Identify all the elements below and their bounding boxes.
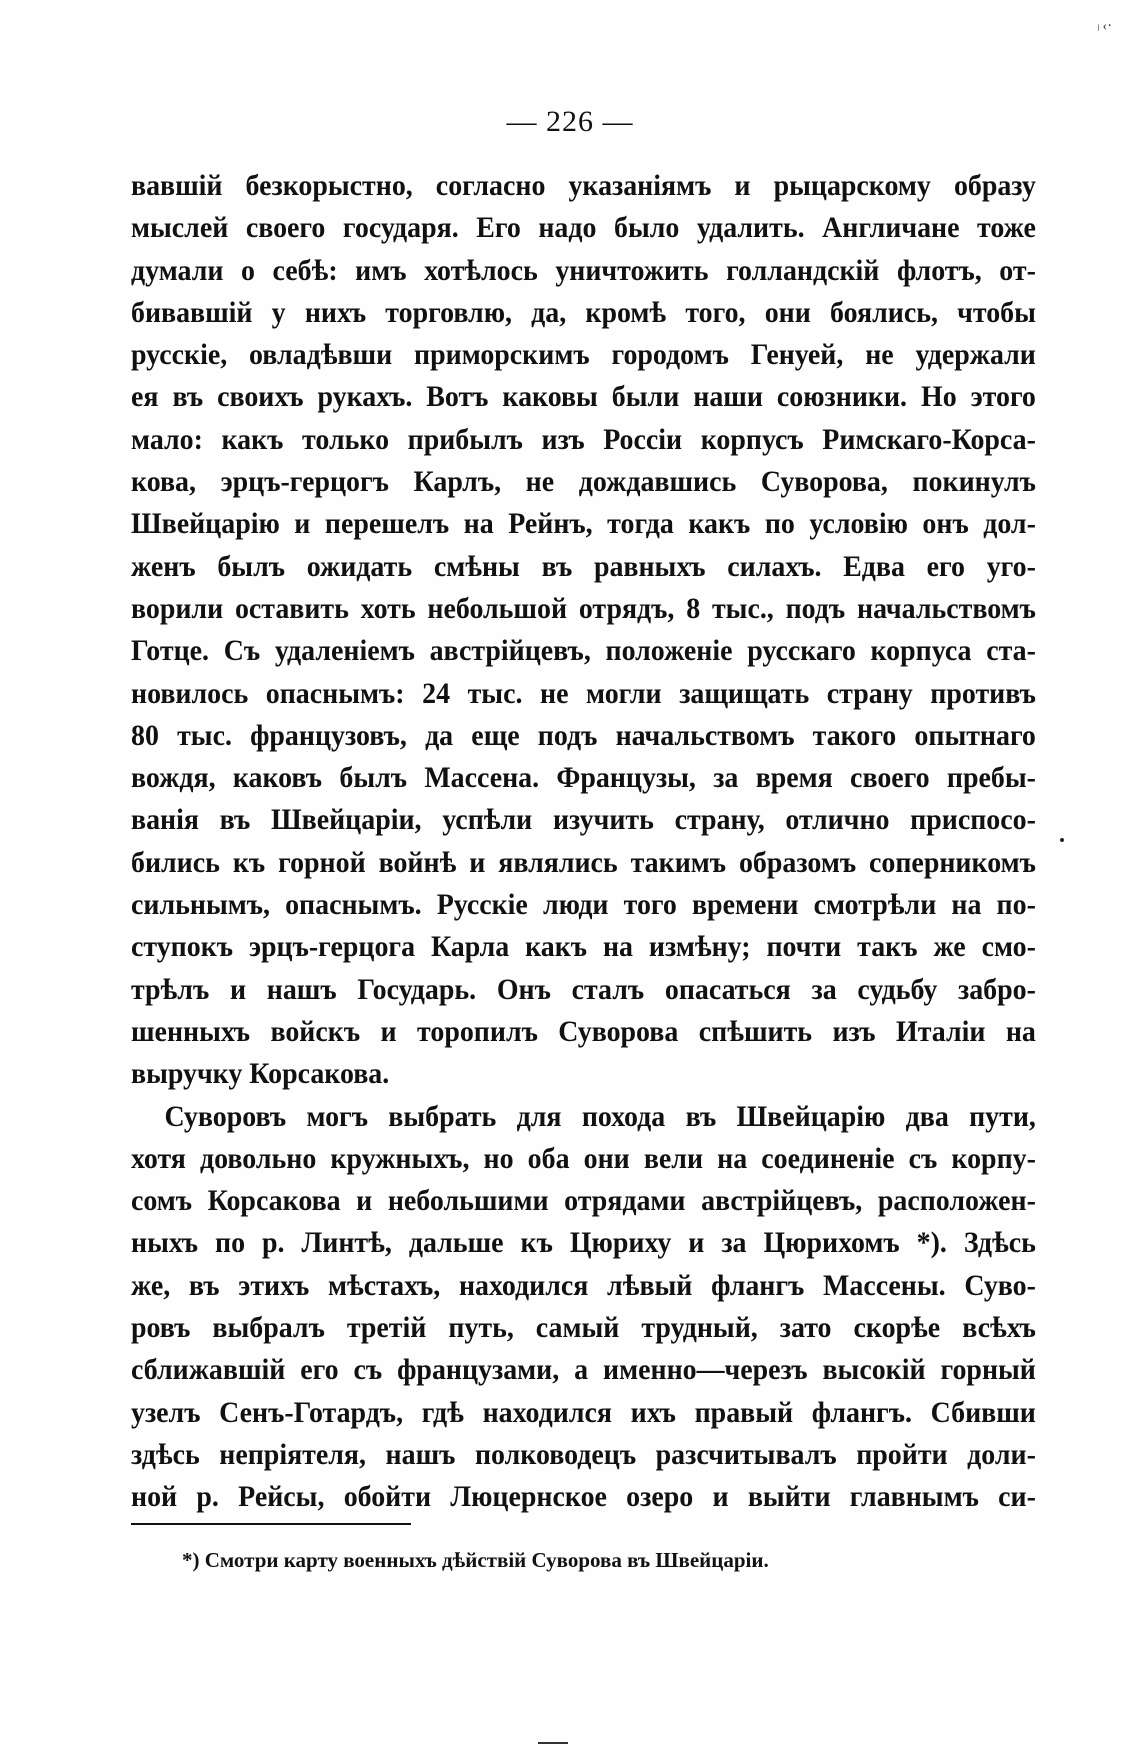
text-line: Швейцарію и перешелъ на Рейнъ, тогда какъ по условію онъ дол-: [131, 507, 1036, 541]
text-line: ной р. Рейсы, обойти Люцернское озеро и выйти главнымъ си-: [131, 1480, 1036, 1514]
footnote-divider: [131, 1523, 411, 1525]
text-line: вождя, каковъ былъ Массена. Французы, за время своего пребы-: [131, 761, 1036, 795]
text-line: Суворовъ могъ выбрать для похода въ Швейцарію два пути,: [164, 1099, 1036, 1133]
text-line: Готце. Съ удаленіемъ австрійцевъ, положеніе русскаго корпуса ста-: [131, 634, 1036, 668]
text-line: узелъ Сенъ-Готардъ, гдѣ находился ихъ правый флангъ. Сбивши: [131, 1395, 1036, 1429]
text-line: выручку Корсакова.: [131, 1057, 390, 1091]
text-line: ванія въ Швейцаріи, успѣли изучить страну, отлично приспосо-: [131, 803, 1036, 837]
edge-dot: [1060, 838, 1064, 842]
text-line: женъ былъ ожидать смѣны въ равныхъ силахъ. Едва его уго-: [131, 549, 1036, 583]
page-number: — 226 —: [506, 105, 634, 138]
text-line: шенныхъ войскъ и торопилъ Суворова спѣшить изъ Италіи на: [131, 1014, 1036, 1048]
text-line: же, въ этихъ мѣстахъ, находился лѣвый флангъ Массены. Суво-: [131, 1268, 1036, 1302]
text-line: новилось опаснымъ: 24 тыс. не могли защищать страну противъ: [131, 676, 1036, 710]
text-line: бились къ горной войнѣ и являлись такимъ образомъ соперникомъ: [131, 845, 1036, 879]
text-line: ровъ выбралъ третій путь, самый трудный, зато скорѣе всѣхъ: [131, 1311, 1036, 1345]
text-line: здѣсь непріятеля, нашъ полководецъ разсчитывалъ пройти доли-: [131, 1437, 1036, 1471]
footnote: *) Смотри карту военныхъ дѣйствій Суворова въ Швейцаріи.: [182, 1548, 769, 1572]
text-line: ея въ своихъ рукахъ. Вотъ каковы были наши союзники. Но этого: [131, 380, 1036, 414]
text-line: ныхъ по р. Линтѣ, дальше къ Цюриху и за Цюрихомъ *). Здѣсь: [131, 1226, 1036, 1260]
text-line: хотя довольно кружныхъ, но оба они вели на соединеніе съ корпу-: [131, 1141, 1036, 1175]
text-line: сближавшій его съ французами, а именно—черезъ высокій горный: [131, 1353, 1036, 1387]
text-line: 80 тыс. французовъ, да еще подъ начальствомъ такого опытнаго: [131, 718, 1036, 752]
text-line: вавшій безкорыстно, согласно указаніямъ и рыцарскому образу: [131, 169, 1036, 202]
text-line: сомъ Корсакова и небольшими отрядами австрійцевъ, расположен-: [131, 1184, 1036, 1218]
text-line: мало: какъ только прибылъ изъ Россіи корпусъ Римскаго-Корса-: [131, 422, 1036, 456]
text-line: сильнымъ, опаснымъ. Русскіе люди того времени смотрѣли на по-: [131, 888, 1036, 922]
text-line: русскіе, овладѣвши приморскимъ городомъ Генуей, не удержали: [131, 338, 1036, 372]
corner-mark: ᛧ‹⋅: [1094, 19, 1112, 34]
text-line: кова, эрцъ-герцогъ Карлъ, не дождавшись Суворова, покинулъ: [131, 465, 1036, 499]
text-line: думали о себѣ: имъ хотѣлось уничтожить голландскій флотъ, от-: [131, 253, 1036, 287]
text-line: мыслей своего государя. Его надо было удалить. Англичане тоже: [131, 211, 1036, 245]
bottom-mark: [538, 1742, 568, 1744]
body-text: [131, 165, 1036, 1519]
text-line: ворили оставить хоть небольшой отрядъ, 8 тыс., подъ начальствомъ: [131, 591, 1036, 625]
text-line: ступокъ эрцъ-герцога Карла какъ на измѣну; почти такъ же смо-: [131, 930, 1036, 964]
text-line: трѣлъ и нашъ Государь. Онъ сталъ опасаться за судьбу забро-: [131, 972, 1036, 1006]
text-line: бивавшій у нихъ торговлю, да, кромѣ того, они боялись, чтобы: [131, 295, 1036, 329]
